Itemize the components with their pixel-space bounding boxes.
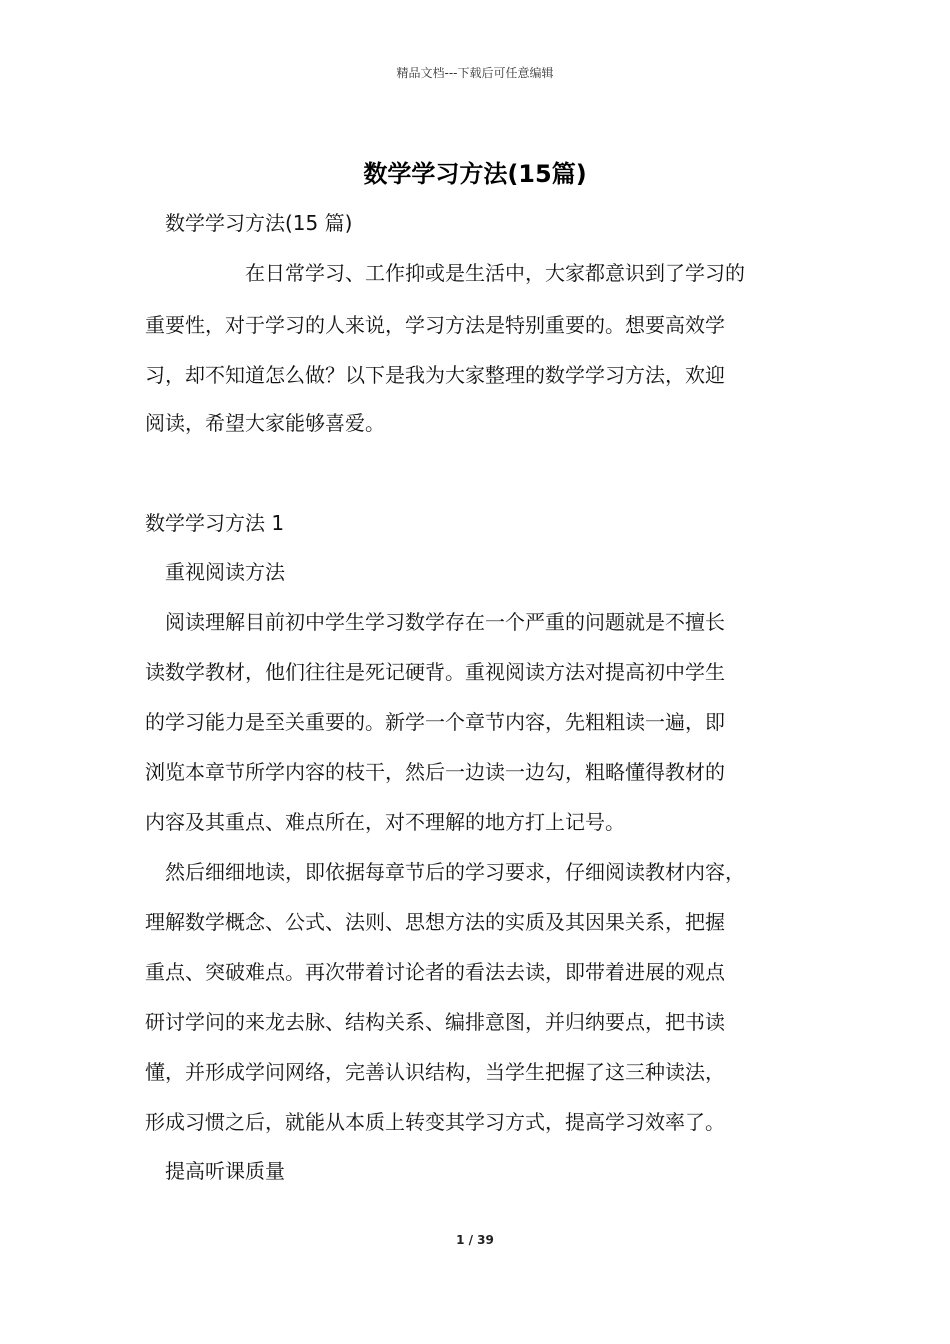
sub-heading: 提高听课质量 <box>165 1159 285 1183</box>
intro-line: 习，却不知道怎么做？以下是我为大家整理的数学学习方法，欢迎 <box>145 363 725 387</box>
subtitle: 数学学习方法(15 篇) <box>165 211 353 235</box>
paragraph-line: 理解数学概念、公式、法则、思想方法的实质及其因果关系，把握 <box>145 910 725 934</box>
document-title: 数学学习方法(15篇) <box>363 160 587 188</box>
paragraph-line: 读数学教材，他们往往是死记硬背。重视阅读方法对提高初中学生 <box>145 660 725 684</box>
page-header: 精品文档---下载后可任意编辑 <box>396 66 554 80</box>
paragraph-line: 内容及其重点、难点所在，对不理解的地方打上记号。 <box>145 810 625 834</box>
intro-line: 在日常学习、工作抑或是生活中，大家都意识到了学习的 <box>245 261 745 285</box>
sub-heading: 重视阅读方法 <box>165 560 285 584</box>
section-heading: 数学学习方法 1 <box>145 511 285 535</box>
paragraph-line: 重点、突破难点。再次带着讨论者的看法去读，即带着进展的观点 <box>145 960 725 984</box>
intro-line: 阅读，希望大家能够喜爱。 <box>145 411 385 435</box>
intro-line: 重要性，对于学习的人来说，学习方法是特别重要的。想要高效学 <box>145 313 725 337</box>
paragraph-line: 阅读理解目前初中学生学习数学存在一个严重的问题就是不擅长 <box>165 610 725 634</box>
page-indicator: 1 / 39 <box>456 1233 494 1247</box>
paragraph-line: 浏览本章节所学内容的枝干，然后一边读一边勾，粗略懂得教材的 <box>145 760 725 784</box>
paragraph-line: 研讨学问的来龙去脉、结构关系、编排意图，并归纳要点，把书读 <box>145 1010 725 1034</box>
paragraph-line: 形成习惯之后，就能从本质上转变其学习方式，提高学习效率了。 <box>145 1110 725 1134</box>
paragraph-line: 的学习能力是至关重要的。新学一个章节内容，先粗粗读一遍，即 <box>145 710 725 734</box>
paragraph-line: 然后细细地读，即依据每章节后的学习要求，仔细阅读教材内容， <box>165 860 745 884</box>
paragraph-line: 懂，并形成学问网络，完善认识结构，当学生把握了这三种读法， <box>145 1060 725 1084</box>
